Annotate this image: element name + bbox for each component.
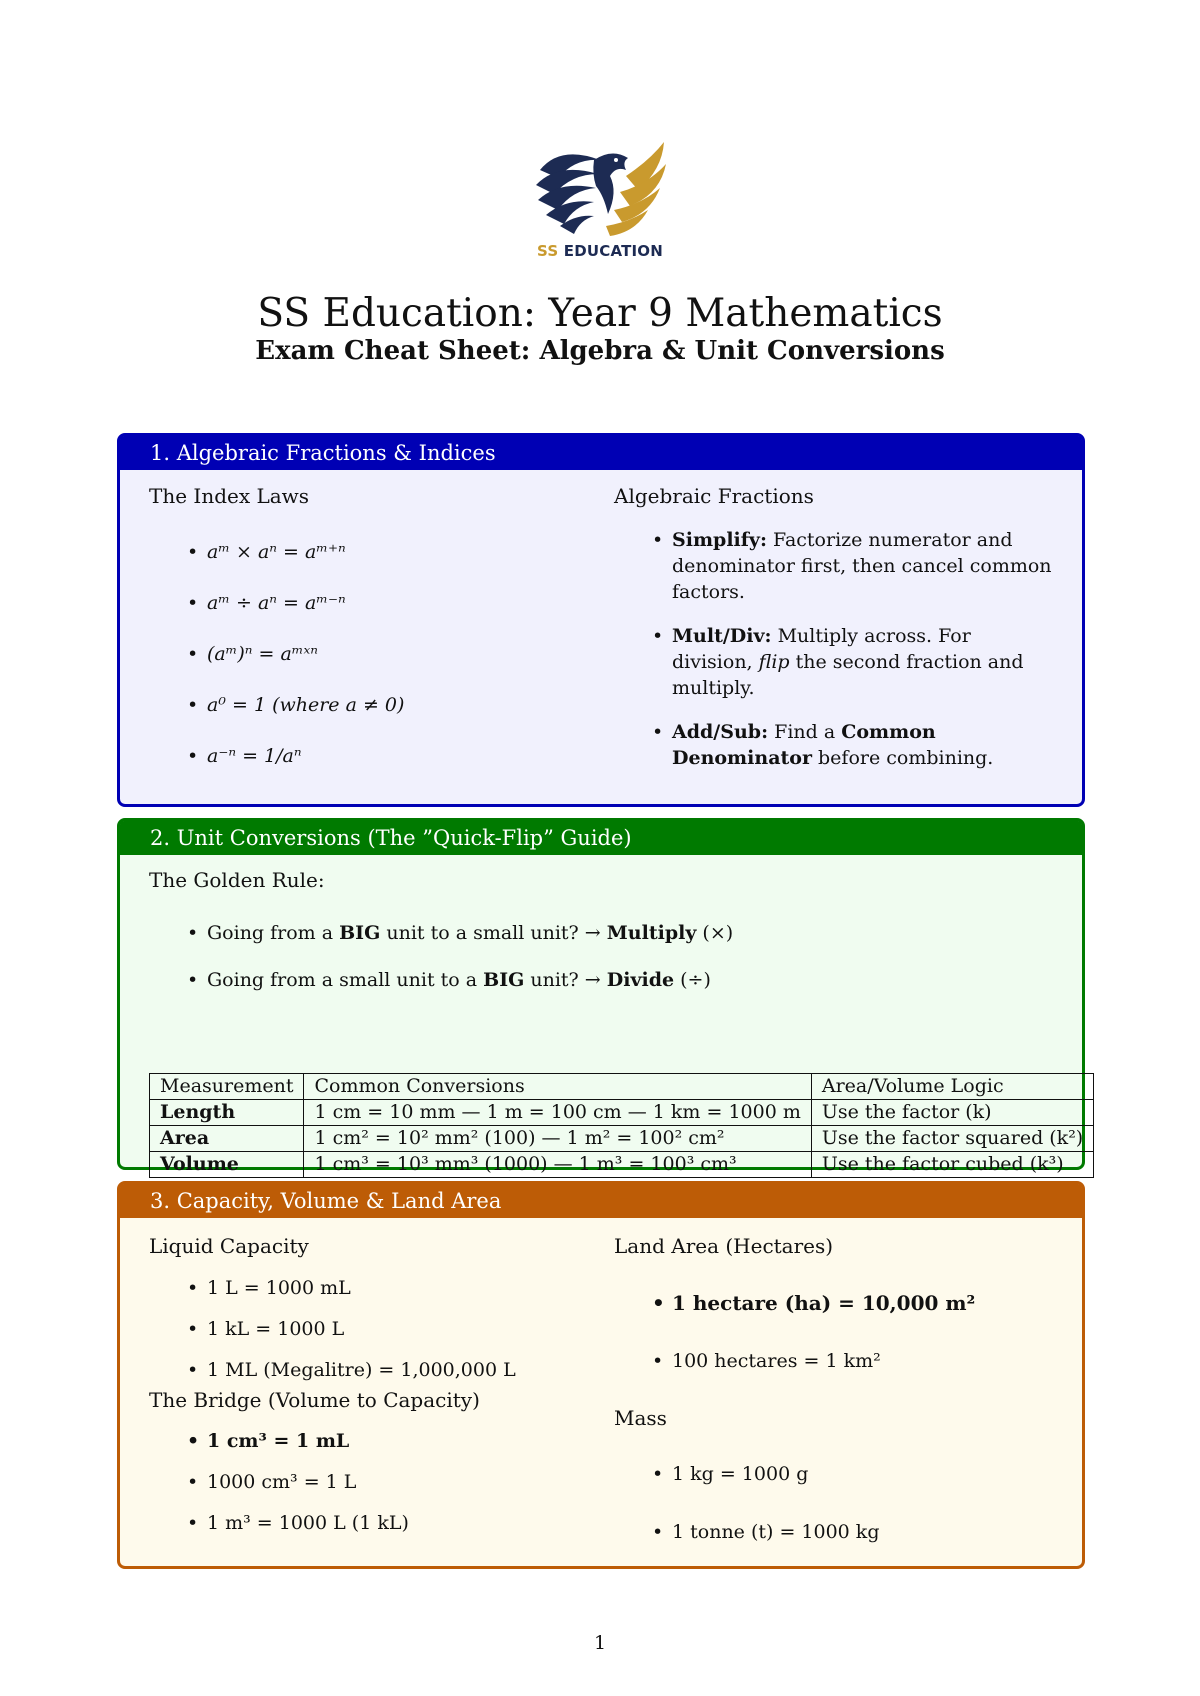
list-item: • a⁰ = 1 (where a ≠ 0): [181, 680, 404, 731]
list-item: • Going from a small unit to a BIG unit? → Divide (÷): [181, 957, 733, 1004]
item-text: Multiply across. For division,: [672, 625, 971, 673]
list-item: • a⁻ⁿ = 1/aⁿ: [181, 731, 404, 782]
table-row: [150, 1152, 1094, 1178]
item-text: Factorize numerator and denominator first, then cancel common factors.: [672, 529, 1052, 603]
bridge-list: [181, 1421, 409, 1544]
table-cell: 1 cm³ = 10³ mm³ (1000) — 1 m³ = 100³ cm³: [304, 1152, 811, 1178]
list-item: • aᵐ × aⁿ = aᵐ⁺ⁿ: [181, 527, 404, 578]
section-unit-conversions: [117, 818, 1085, 1175]
item-text: before combining.: [818, 747, 994, 769]
table-cell: 1 cm = 10 mm — 1 m = 100 cm — 1 km = 1000 m: [304, 1100, 811, 1126]
list-item: [646, 623, 1056, 701]
list-item: [646, 719, 1056, 771]
table-header-cell: Area/Volume Logic: [811, 1074, 1093, 1100]
liquid-capacity-title: Liquid Capacity: [149, 1234, 309, 1258]
mass-list: [646, 1445, 880, 1561]
item-text: Find a: [774, 721, 836, 743]
table-header-cell: Measurement: [150, 1074, 304, 1100]
golden-rule-list: [181, 910, 733, 1004]
table-row: [150, 1126, 1094, 1152]
algebraic-fractions-title: Algebraic Fractions: [614, 484, 814, 508]
item-text: the second fraction and multiply.: [672, 651, 1024, 699]
land-area-list: [646, 1274, 975, 1390]
list-item: • 1000 cm³ = 1 L: [181, 1462, 409, 1503]
land-area-title: Land Area (Hectares): [614, 1234, 834, 1258]
logo-wordmark: SS EDUCATION: [536, 242, 664, 260]
list-item: • (aᵐ)ⁿ = aᵐˣⁿ: [181, 629, 404, 680]
index-laws-list: [181, 527, 404, 782]
list-item: • 1 m³ = 1000 L (1 kL): [181, 1503, 409, 1544]
list-item: • 1 tonne (t) = 1000 kg: [646, 1503, 880, 1561]
item-label: Mult/Div:: [672, 625, 772, 647]
liquid-capacity-list: [181, 1268, 516, 1391]
item-emphasis: Common Denominator: [672, 721, 936, 769]
page-number: 1: [593, 1632, 607, 1654]
item-emphasis: flip: [758, 651, 790, 673]
conversion-table: [149, 1073, 1094, 1178]
list-item: [646, 527, 1056, 605]
table-cell: Use the factor (k): [811, 1100, 1093, 1126]
table-header-row: [150, 1074, 1094, 1100]
table-cell: Volume: [150, 1152, 304, 1178]
eagle-emblem-icon: [530, 140, 670, 240]
mass-title: Mass: [614, 1406, 667, 1430]
list-item: • 1 kL = 1000 L: [181, 1309, 516, 1350]
section-heading: 2. Unit Conversions (The ”Quick-Flip” Guide): [120, 821, 1082, 855]
section-heading: 1. Algebraic Fractions & Indices: [120, 436, 1082, 470]
table-cell: 1 cm² = 10² mm² (100) — 1 m² = 100² cm²: [304, 1126, 811, 1152]
table-cell: Area: [150, 1126, 304, 1152]
page-subtitle: Exam Cheat Sheet: Algebra & Unit Conversions: [255, 336, 945, 366]
section-capacity-volume-land: [117, 1181, 1085, 1569]
section-heading: 3. Capacity, Volume & Land Area: [120, 1184, 1082, 1218]
list-item: • 1 cm³ = 1 mL: [181, 1421, 409, 1462]
list-item: • 1 L = 1000 mL: [181, 1268, 516, 1309]
list-item: • 100 hectares = 1 km²: [646, 1332, 975, 1390]
list-item: • 1 kg = 1000 g: [646, 1445, 880, 1503]
list-item: • Going from a BIG unit to a small unit? → Multiply (×): [181, 910, 733, 957]
table-cell: Use the factor squared (k²): [811, 1126, 1093, 1152]
section-algebraic-fractions-indices: [117, 433, 1085, 807]
table-cell: Use the factor cubed (k³): [811, 1152, 1093, 1178]
item-label: Add/Sub:: [672, 721, 769, 743]
ss-education-logo: [530, 140, 670, 265]
algebraic-fractions-list: [646, 527, 1056, 771]
page-title: SS Education: Year 9 Mathematics: [257, 291, 943, 336]
list-item: • 1 hectare (ha) = 10,000 m²: [646, 1274, 975, 1332]
table-cell: Length: [150, 1100, 304, 1126]
item-label: Simplify:: [672, 529, 767, 551]
table-row: [150, 1100, 1094, 1126]
list-item: • aᵐ ÷ aⁿ = aᵐ⁻ⁿ: [181, 578, 404, 629]
table-header-cell: Common Conversions: [304, 1074, 811, 1100]
bridge-title: The Bridge (Volume to Capacity): [149, 1388, 480, 1412]
list-item: • 1 ML (Megalitre) = 1,000,000 L: [181, 1350, 516, 1391]
index-laws-title: The Index Laws: [149, 484, 310, 508]
golden-rule-title: The Golden Rule:: [149, 868, 325, 892]
